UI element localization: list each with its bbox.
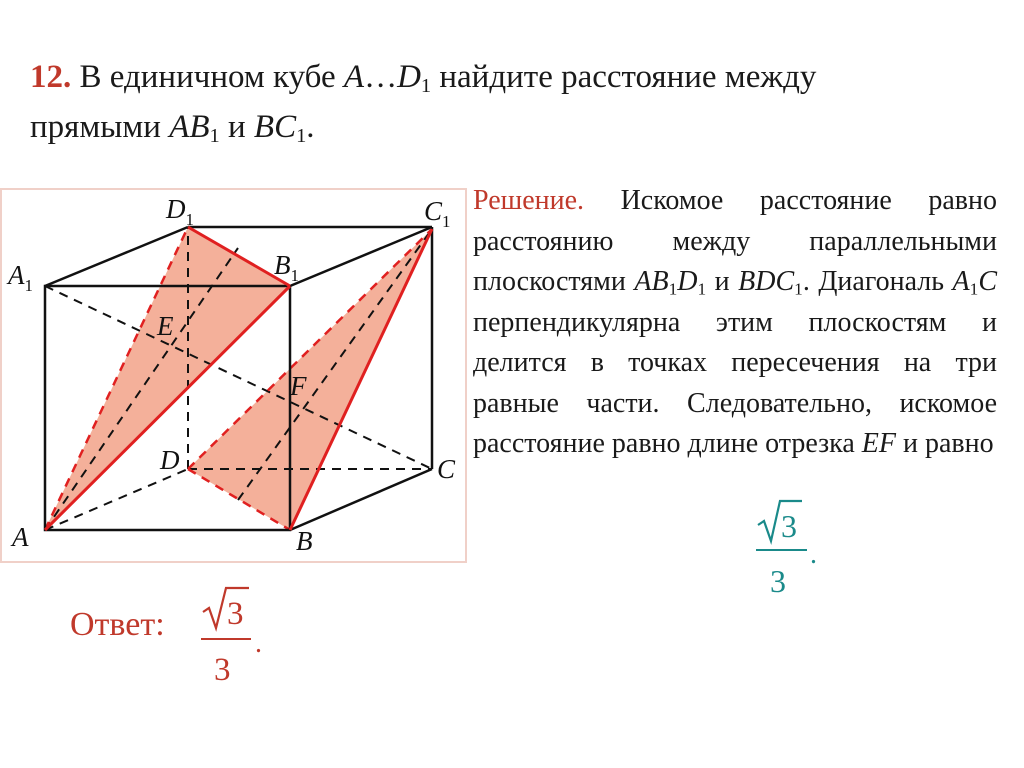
plane-ab1d1-d-sub: 1	[697, 279, 707, 299]
line-bc: BC	[253, 109, 297, 145]
ellipsis: …	[364, 59, 398, 95]
label-d1-sub: 1	[185, 210, 194, 229]
label-b: B	[296, 526, 313, 556]
label-a1-sub: 1	[24, 276, 33, 295]
plane-ab1d1-a: AB	[634, 266, 669, 297]
solution-text	[473, 181, 997, 465]
segment-ef: EF	[861, 428, 897, 459]
answer-label: Ответ:	[70, 606, 165, 643]
answer-frac-den: 3	[214, 652, 231, 686]
label-d1-main: D	[166, 194, 186, 224]
solution-frac-num: 3	[781, 508, 797, 544]
line-bc-sub: 1	[296, 125, 307, 148]
vertex-d-sub: 1	[420, 75, 432, 98]
label-f: F	[290, 371, 307, 401]
solution-frac-end: .	[810, 539, 817, 570]
solution-part-5: и равно	[896, 428, 994, 459]
solution-frac-den: 3	[770, 563, 786, 599]
plane-bdc1-sub: 1	[794, 279, 803, 299]
vertex-d: D	[397, 59, 421, 95]
solution-part-3: . Диагональ	[802, 266, 953, 297]
solution-part-4: перпендикулярна этим плоскостям и делится в точках пересечения на три равные части. Следовательно, искомое расстояние равно длине отрезка	[473, 306, 997, 459]
cube-figure	[0, 188, 468, 564]
plane-bdc1: BDC	[738, 266, 795, 297]
line-ab-sub: 1	[209, 125, 220, 148]
label-e: E	[157, 311, 174, 341]
cube-diagram	[0, 188, 468, 564]
answer-frac-end: .	[255, 628, 262, 659]
plane-ab1d1-a-sub: 1	[668, 279, 678, 299]
label-d: D	[160, 445, 180, 475]
diag-c: C	[978, 266, 998, 297]
problem-number: 12.	[30, 59, 72, 95]
solution-part-2: и	[706, 266, 739, 297]
label-b1-sub: 1	[290, 266, 299, 285]
label-a1-main: A	[8, 260, 25, 290]
diag-a: A	[952, 266, 970, 297]
solution-sqrt3-over-3	[750, 497, 825, 601]
label-c1-sub: 1	[442, 212, 451, 231]
problem-and: и	[219, 109, 254, 145]
solution-part-1: Искомое расстояние равно расстоянию между параллельными плоскостями	[473, 185, 997, 297]
answer-sqrt3-over-3	[195, 582, 275, 686]
label-c: C	[437, 454, 456, 484]
line-ab: AB	[169, 109, 210, 145]
problem-text-3: прямыми	[30, 109, 170, 145]
solution-heading: Решение.	[473, 185, 585, 216]
label-c1-main: C	[424, 196, 443, 226]
problem-statement	[30, 52, 1000, 152]
solution-fraction	[750, 497, 825, 601]
label-a: A	[12, 522, 29, 552]
answer-frac-num: 3	[227, 596, 244, 632]
answer-fraction	[195, 582, 275, 686]
problem-text-2: найдите расстояние между	[431, 59, 817, 95]
problem-end: .	[306, 109, 315, 145]
label-b1-main: B	[274, 250, 291, 280]
vertex-a: A	[343, 59, 365, 95]
diag-a-sub: 1	[969, 279, 979, 299]
plane-ab1d1-d: D	[677, 266, 698, 297]
problem-text-1: В единичном кубе	[71, 59, 344, 95]
